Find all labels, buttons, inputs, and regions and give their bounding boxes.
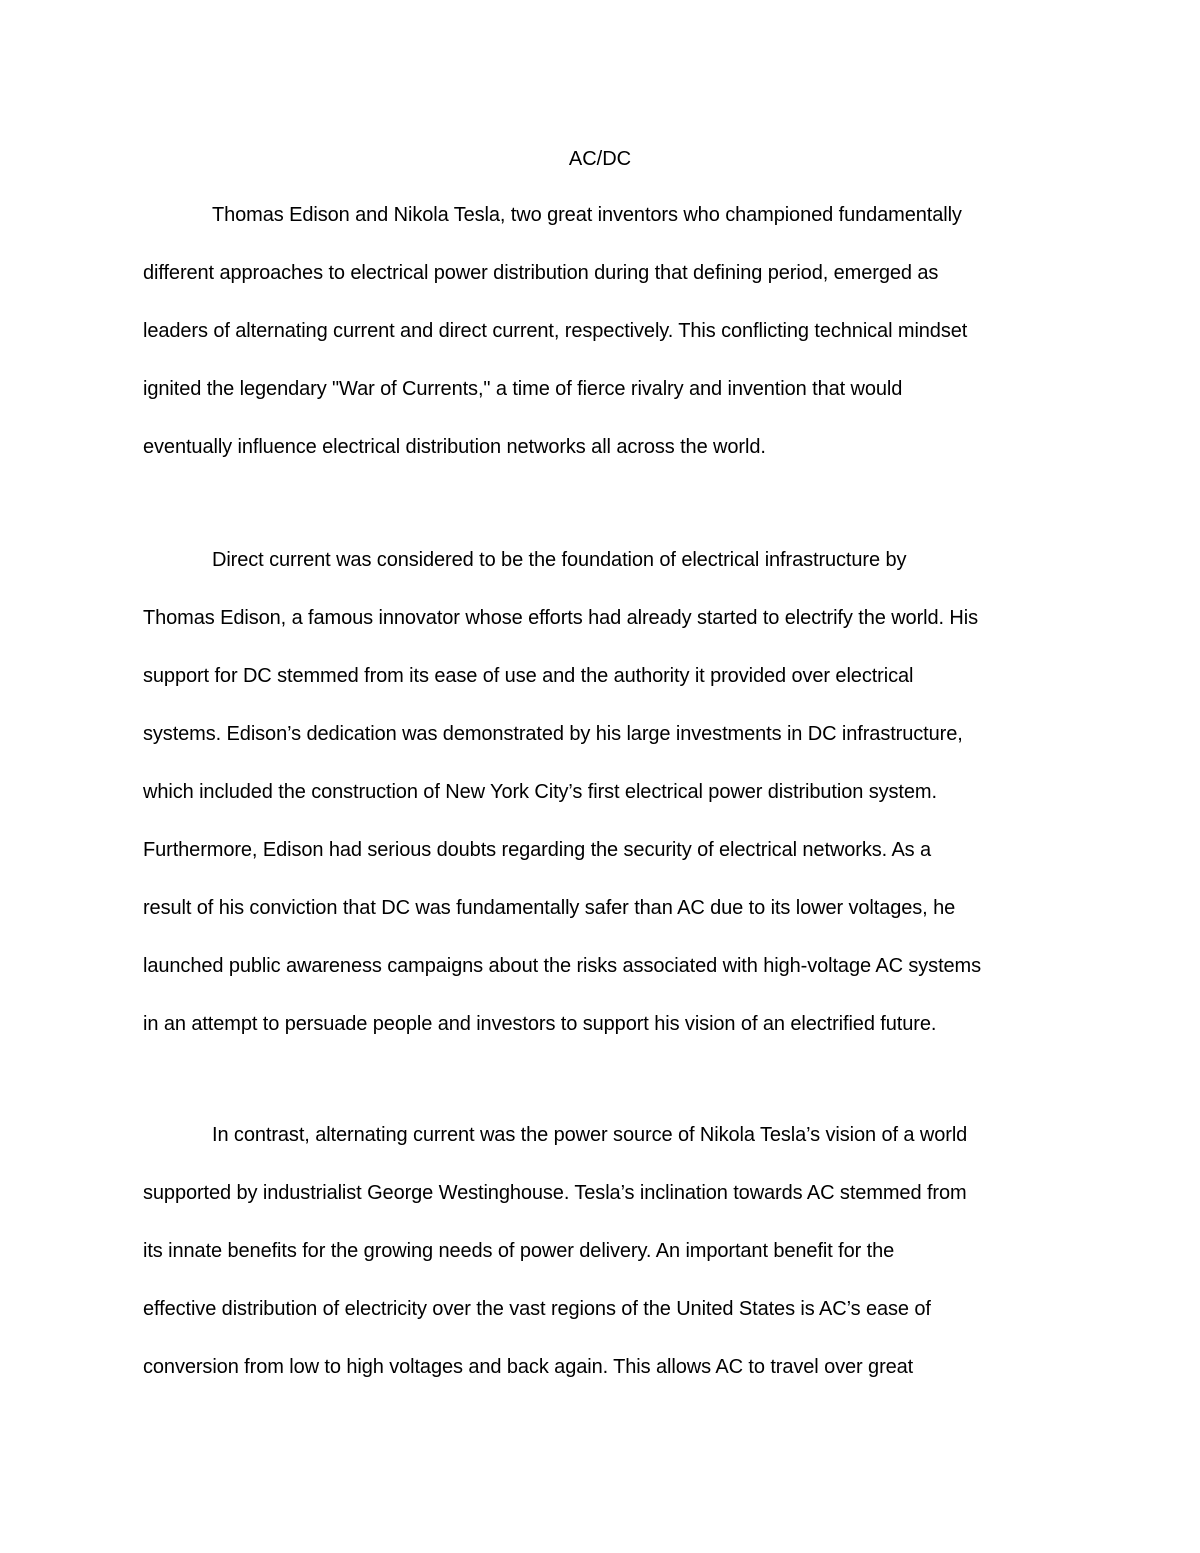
paragraph-line: Furthermore, Edison had serious doubts regarding the security of electrical networks. As a <box>143 839 932 861</box>
paragraph-1 <box>143 201 1073 491</box>
paragraph-line: its innate benefits for the growing needs of power delivery. An important benefit for the <box>143 1240 895 1262</box>
paragraph-line: result of his conviction that DC was fundamentally safer than AC due to its lower voltages, he <box>143 897 956 919</box>
paragraph-line: launched public awareness campaigns about the risks associated with high-voltage AC systems <box>143 955 982 977</box>
paragraph-line: conversion from low to high voltages and back again. This allows AC to travel over great <box>143 1356 914 1378</box>
paragraph-line: supported by industrialist George Westinghouse. Tesla’s inclination towards AC stemmed from <box>143 1182 967 1204</box>
paragraph-line: Direct current was considered to be the foundation of electrical infrastructure by <box>212 549 907 571</box>
paragraph-line: leaders of alternating current and direct current, respectively. This conflicting technical mindset <box>143 320 968 342</box>
paragraph-line: Thomas Edison and Nikola Tesla, two great inventors who championed fundamentally <box>212 204 962 226</box>
paragraph-line: in an attempt to persuade people and investors to support his vision of an electrified future. <box>143 1013 937 1035</box>
paragraph-3 <box>143 1121 1073 1411</box>
paragraph-line: systems. Edison’s dedication was demonstrated by his large investments in DC infrastructure, <box>143 723 963 745</box>
paragraph-line: different approaches to electrical power distribution during that defining period, emerged as <box>143 262 939 284</box>
paragraph-line: eventually influence electrical distribution networks all across the world. <box>143 436 766 458</box>
paragraph-line: effective distribution of electricity over the vast regions of the United States is AC’s ease of <box>143 1298 931 1320</box>
paragraph-2 <box>143 546 1073 1068</box>
paragraph-line: Thomas Edison, a famous innovator whose efforts had already started to electrify the world. His <box>143 607 978 629</box>
paragraph-line: which included the construction of New York City’s first electrical power distribution system. <box>143 781 937 803</box>
document-title: AC/DC <box>568 148 632 170</box>
paragraph-line: ignited the legendary "War of Currents," a time of fierce rivalry and invention that would <box>143 378 903 400</box>
paragraph-line: support for DC stemmed from its ease of use and the authority it provided over electrical <box>143 665 914 687</box>
paragraph-line: In contrast, alternating current was the power source of Nikola Tesla’s vision of a world <box>212 1124 968 1146</box>
